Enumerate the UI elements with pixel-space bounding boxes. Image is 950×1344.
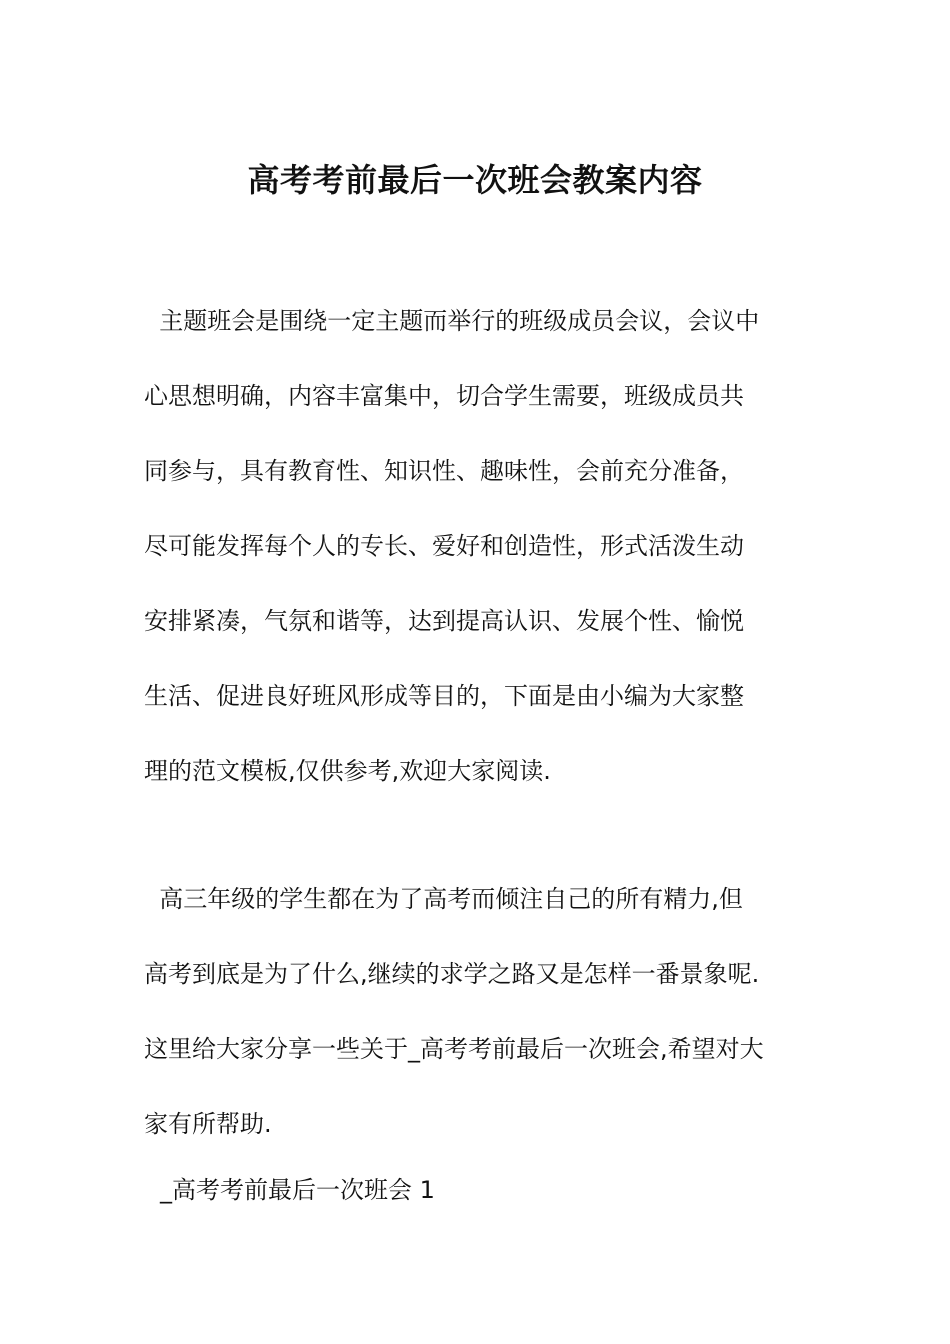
section-subheading: _高考考前最后一次班会 1 xyxy=(160,1176,435,1204)
paragraph-line: 同参与，具有教育性、知识性、趣味性，会前充分准备， xyxy=(144,457,744,485)
paragraph-line: 理的范文模板,仅供参考,欢迎大家阅读. xyxy=(144,757,551,785)
body-paragraph xyxy=(144,862,808,1162)
paragraph-line: 心思想明确，内容丰富集中，切合学生需要，班级成员共 xyxy=(144,382,744,410)
paragraph-line: 家有所帮助. xyxy=(144,1110,272,1138)
paragraph-line: 尽可能发挥每个人的专长、爱好和创造性，形式活泼生动 xyxy=(144,532,744,560)
document-title: 高考考前最后一次班会教案内容 xyxy=(247,161,703,199)
intro-paragraph xyxy=(144,284,808,809)
paragraph-line: 主题班会是围绕一定主题而举行的班级成员会议，会议中 xyxy=(144,307,760,335)
paragraph-line: 这里给大家分享一些关于_高考考前最后一次班会,希望对大 xyxy=(144,1035,764,1063)
paragraph-line: 安排紧凑，气氛和谐等，达到提高认识、发展个性、愉悦 xyxy=(144,607,744,635)
paragraph-line: 高三年级的学生都在为了高考而倾注自己的所有精力,但 xyxy=(144,885,743,913)
paragraph-line: 生活、促进良好班风形成等目的，下面是由小编为大家整 xyxy=(144,682,744,710)
paragraph-line: 高考到底是为了什么,继续的求学之路又是怎样一番景象呢. xyxy=(144,960,760,988)
